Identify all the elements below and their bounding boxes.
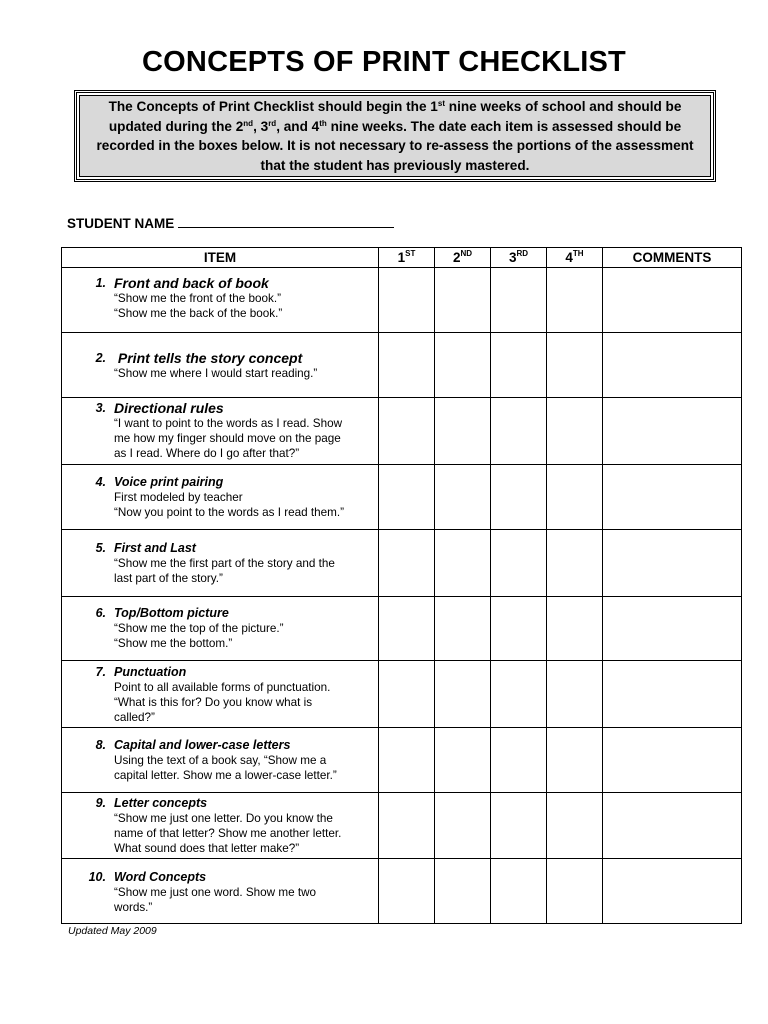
date-cell-week-2[interactable]: [435, 859, 491, 924]
week-number: 4: [565, 250, 573, 265]
comments-cell[interactable]: [603, 333, 742, 398]
item-title: First and Last: [114, 541, 196, 555]
comments-cell[interactable]: [603, 398, 742, 465]
ordinal-suffix: st: [437, 99, 445, 108]
item-description: [62, 333, 378, 381]
date-cell-week-1[interactable]: [379, 597, 435, 661]
date-cell-week-4[interactable]: [547, 793, 603, 859]
column-header-item: ITEM: [62, 248, 379, 268]
date-cell-week-1[interactable]: [379, 333, 435, 398]
table-row: [62, 728, 742, 793]
item-number: 5.: [95, 541, 106, 555]
week-number: 1: [397, 250, 406, 265]
instructions-text: [79, 95, 711, 177]
item-prompt-line: words.”: [114, 901, 153, 914]
item-cell: [62, 398, 379, 465]
date-cell-week-3[interactable]: [491, 859, 547, 924]
item-title: Capital and lower-case letters: [114, 738, 291, 752]
comments-cell[interactable]: [603, 661, 742, 728]
item-prompt-line: “Show me the first part of the story and the: [114, 557, 335, 570]
instructions-part: , and 4: [276, 118, 320, 134]
item-title: Print tells the story concept: [114, 350, 303, 366]
item-prompt-line: last part of the story.”: [114, 572, 223, 585]
date-cell-week-3[interactable]: [491, 530, 547, 597]
item-description: [62, 465, 378, 520]
item-prompt-line: “Show me the back of the book.”: [114, 307, 283, 320]
item-title: Punctuation: [114, 665, 187, 679]
item-number: 10.: [88, 870, 106, 884]
table-row: [62, 465, 742, 530]
table-row: [62, 530, 742, 597]
comments-cell[interactable]: [603, 597, 742, 661]
date-cell-week-2[interactable]: [435, 793, 491, 859]
item-number: 4.: [95, 475, 106, 489]
column-header-week-1: [379, 248, 435, 268]
comments-cell[interactable]: [603, 268, 742, 333]
date-cell-week-4[interactable]: [547, 398, 603, 465]
week-number: 2: [452, 250, 461, 265]
date-cell-week-2[interactable]: [435, 661, 491, 728]
item-number: 1.: [95, 276, 106, 290]
date-cell-week-3[interactable]: [491, 793, 547, 859]
item-description: [62, 728, 378, 783]
date-cell-week-3[interactable]: [491, 597, 547, 661]
column-header-week-2: [435, 248, 491, 268]
date-cell-week-3[interactable]: [491, 661, 547, 728]
date-cell-week-2[interactable]: [435, 465, 491, 530]
item-description: [62, 793, 378, 856]
comments-cell[interactable]: [603, 530, 742, 597]
item-cell: [62, 793, 379, 859]
item-number: 6.: [95, 606, 106, 620]
comments-cell[interactable]: [603, 859, 742, 924]
item-prompt-line: “Show me where I would start reading.”: [114, 367, 318, 380]
ordinal-suffix: rd: [268, 118, 277, 128]
date-cell-week-4[interactable]: [547, 859, 603, 924]
column-header-comments: COMMENTS: [603, 248, 742, 268]
column-header-week-4: [547, 248, 603, 268]
date-cell-week-3[interactable]: [491, 268, 547, 333]
date-cell-week-2[interactable]: [435, 530, 491, 597]
item-cell: [62, 465, 379, 530]
date-cell-week-4[interactable]: [547, 728, 603, 793]
item-prompt-line: “Show me the front of the book.”: [114, 292, 281, 305]
comments-cell[interactable]: [603, 793, 742, 859]
date-cell-week-1[interactable]: [379, 728, 435, 793]
instructions-box: [74, 90, 716, 182]
table-row: [62, 398, 742, 465]
table-row: [62, 333, 742, 398]
table-row: [62, 268, 742, 333]
date-cell-week-1[interactable]: [379, 465, 435, 530]
date-cell-week-1[interactable]: [379, 661, 435, 728]
header-row: [62, 248, 742, 268]
item-prompt-line: What sound does that letter make?”: [114, 842, 300, 855]
date-cell-week-4[interactable]: [547, 465, 603, 530]
date-cell-week-4[interactable]: [547, 530, 603, 597]
date-cell-week-1[interactable]: [379, 398, 435, 465]
item-prompt-line: “I want to point to the words as I read. Show: [114, 417, 343, 430]
student-name-row: [67, 213, 394, 231]
footer-note: Updated May 2009: [68, 925, 157, 937]
item-prompt-line: “Show me the top of the picture.”: [114, 622, 284, 635]
instructions-part: nine weeks. The date each item is assessed should be recorded in the boxes below. It is not necessary to re-assess the portions of the assessment that the student has previously mastered.: [96, 118, 694, 173]
date-cell-week-3[interactable]: [491, 398, 547, 465]
ordinal-suffix: th: [319, 118, 327, 128]
date-cell-week-1[interactable]: [379, 859, 435, 924]
week-suffix: ST: [405, 249, 416, 258]
table-row: [62, 661, 742, 728]
item-number: 3.: [95, 401, 106, 415]
date-cell-week-3[interactable]: [491, 333, 547, 398]
date-cell-week-2[interactable]: [435, 268, 491, 333]
item-description: [62, 398, 378, 461]
instructions-part: The Concepts of Print Checklist should begin the 1: [108, 99, 438, 114]
student-name-field[interactable]: [178, 213, 394, 228]
date-cell-week-2[interactable]: [435, 398, 491, 465]
item-prompt-line: Using the text of a book say, “Show me a: [114, 754, 327, 767]
student-name-label: STUDENT NAME: [67, 216, 175, 231]
item-prompt-line: “Show me just one word. Show me two: [114, 886, 317, 899]
instructions-part: nine weeks of school and should be updated during the 2: [108, 99, 682, 134]
item-description: [62, 268, 378, 321]
checklist-table: [61, 247, 742, 924]
date-cell-week-2[interactable]: [435, 728, 491, 793]
item-title: Voice print pairing: [114, 475, 224, 489]
column-header-week-3: [491, 248, 547, 268]
table-row: [62, 859, 742, 924]
item-prompt-line: called?”: [114, 711, 155, 724]
item-number: 2.: [95, 351, 106, 365]
date-cell-week-1[interactable]: [379, 268, 435, 333]
date-cell-week-2[interactable]: [435, 597, 491, 661]
ordinal-suffix: nd: [243, 118, 254, 128]
item-prompt-line: name of that letter? Show me another letter.: [114, 827, 342, 840]
item-prompt-line: “Now you point to the words as I read them.”: [114, 506, 344, 519]
item-cell: [62, 268, 379, 333]
date-cell-week-4[interactable]: [547, 597, 603, 661]
item-number: 8.: [95, 738, 106, 752]
date-cell-week-2[interactable]: [435, 333, 491, 398]
item-cell: [62, 859, 379, 924]
date-cell-week-4[interactable]: [547, 268, 603, 333]
item-title: Letter concepts: [114, 796, 208, 810]
date-cell-week-4[interactable]: [547, 661, 603, 728]
item-prompt-line: Point to all available forms of punctuation.: [114, 681, 331, 694]
table-row: [62, 793, 742, 859]
item-description: [62, 859, 378, 915]
item-cell: [62, 728, 379, 793]
item-prompt-line: me how my finger should move on the page: [114, 432, 341, 445]
item-prompt-line: as I read. Where do I go after that?”: [114, 447, 300, 460]
item-cell: [62, 597, 379, 661]
item-title: Word Concepts: [114, 870, 207, 884]
item-number: 7.: [95, 665, 106, 679]
item-description: [62, 661, 378, 725]
item-title: Directional rules: [114, 400, 224, 416]
date-cell-week-4[interactable]: [547, 333, 603, 398]
date-cell-week-3[interactable]: [491, 728, 547, 793]
item-cell: [62, 661, 379, 728]
comments-cell[interactable]: [603, 465, 742, 530]
week-suffix: ND: [460, 249, 473, 258]
item-title: Front and back of book: [114, 275, 269, 291]
item-prompt-line: First modeled by teacher: [114, 491, 243, 504]
instructions-part: , 3: [253, 118, 269, 134]
date-cell-week-1[interactable]: [379, 793, 435, 859]
item-prompt-line: “What is this for? Do you know what is: [114, 696, 313, 709]
item-title: Top/Bottom picture: [114, 606, 229, 620]
week-suffix: TH: [572, 249, 584, 258]
item-cell: [62, 530, 379, 597]
week-number: 3: [508, 250, 517, 265]
item-number: 9.: [95, 796, 106, 810]
item-prompt-line: “Show me just one letter. Do you know the: [114, 812, 333, 825]
item-description: [62, 597, 378, 651]
week-suffix: RD: [516, 249, 529, 258]
table-row: [62, 597, 742, 661]
date-cell-week-3[interactable]: [491, 465, 547, 530]
comments-cell[interactable]: [603, 728, 742, 793]
item-prompt-line: “Show me the bottom.”: [114, 637, 233, 650]
item-prompt-line: capital letter. Show me a lower-case letter.”: [114, 769, 337, 782]
page-title: CONCEPTS OF PRINT CHECKLIST: [142, 46, 626, 78]
date-cell-week-1[interactable]: [379, 530, 435, 597]
item-description: [62, 530, 378, 586]
item-cell: [62, 333, 379, 398]
